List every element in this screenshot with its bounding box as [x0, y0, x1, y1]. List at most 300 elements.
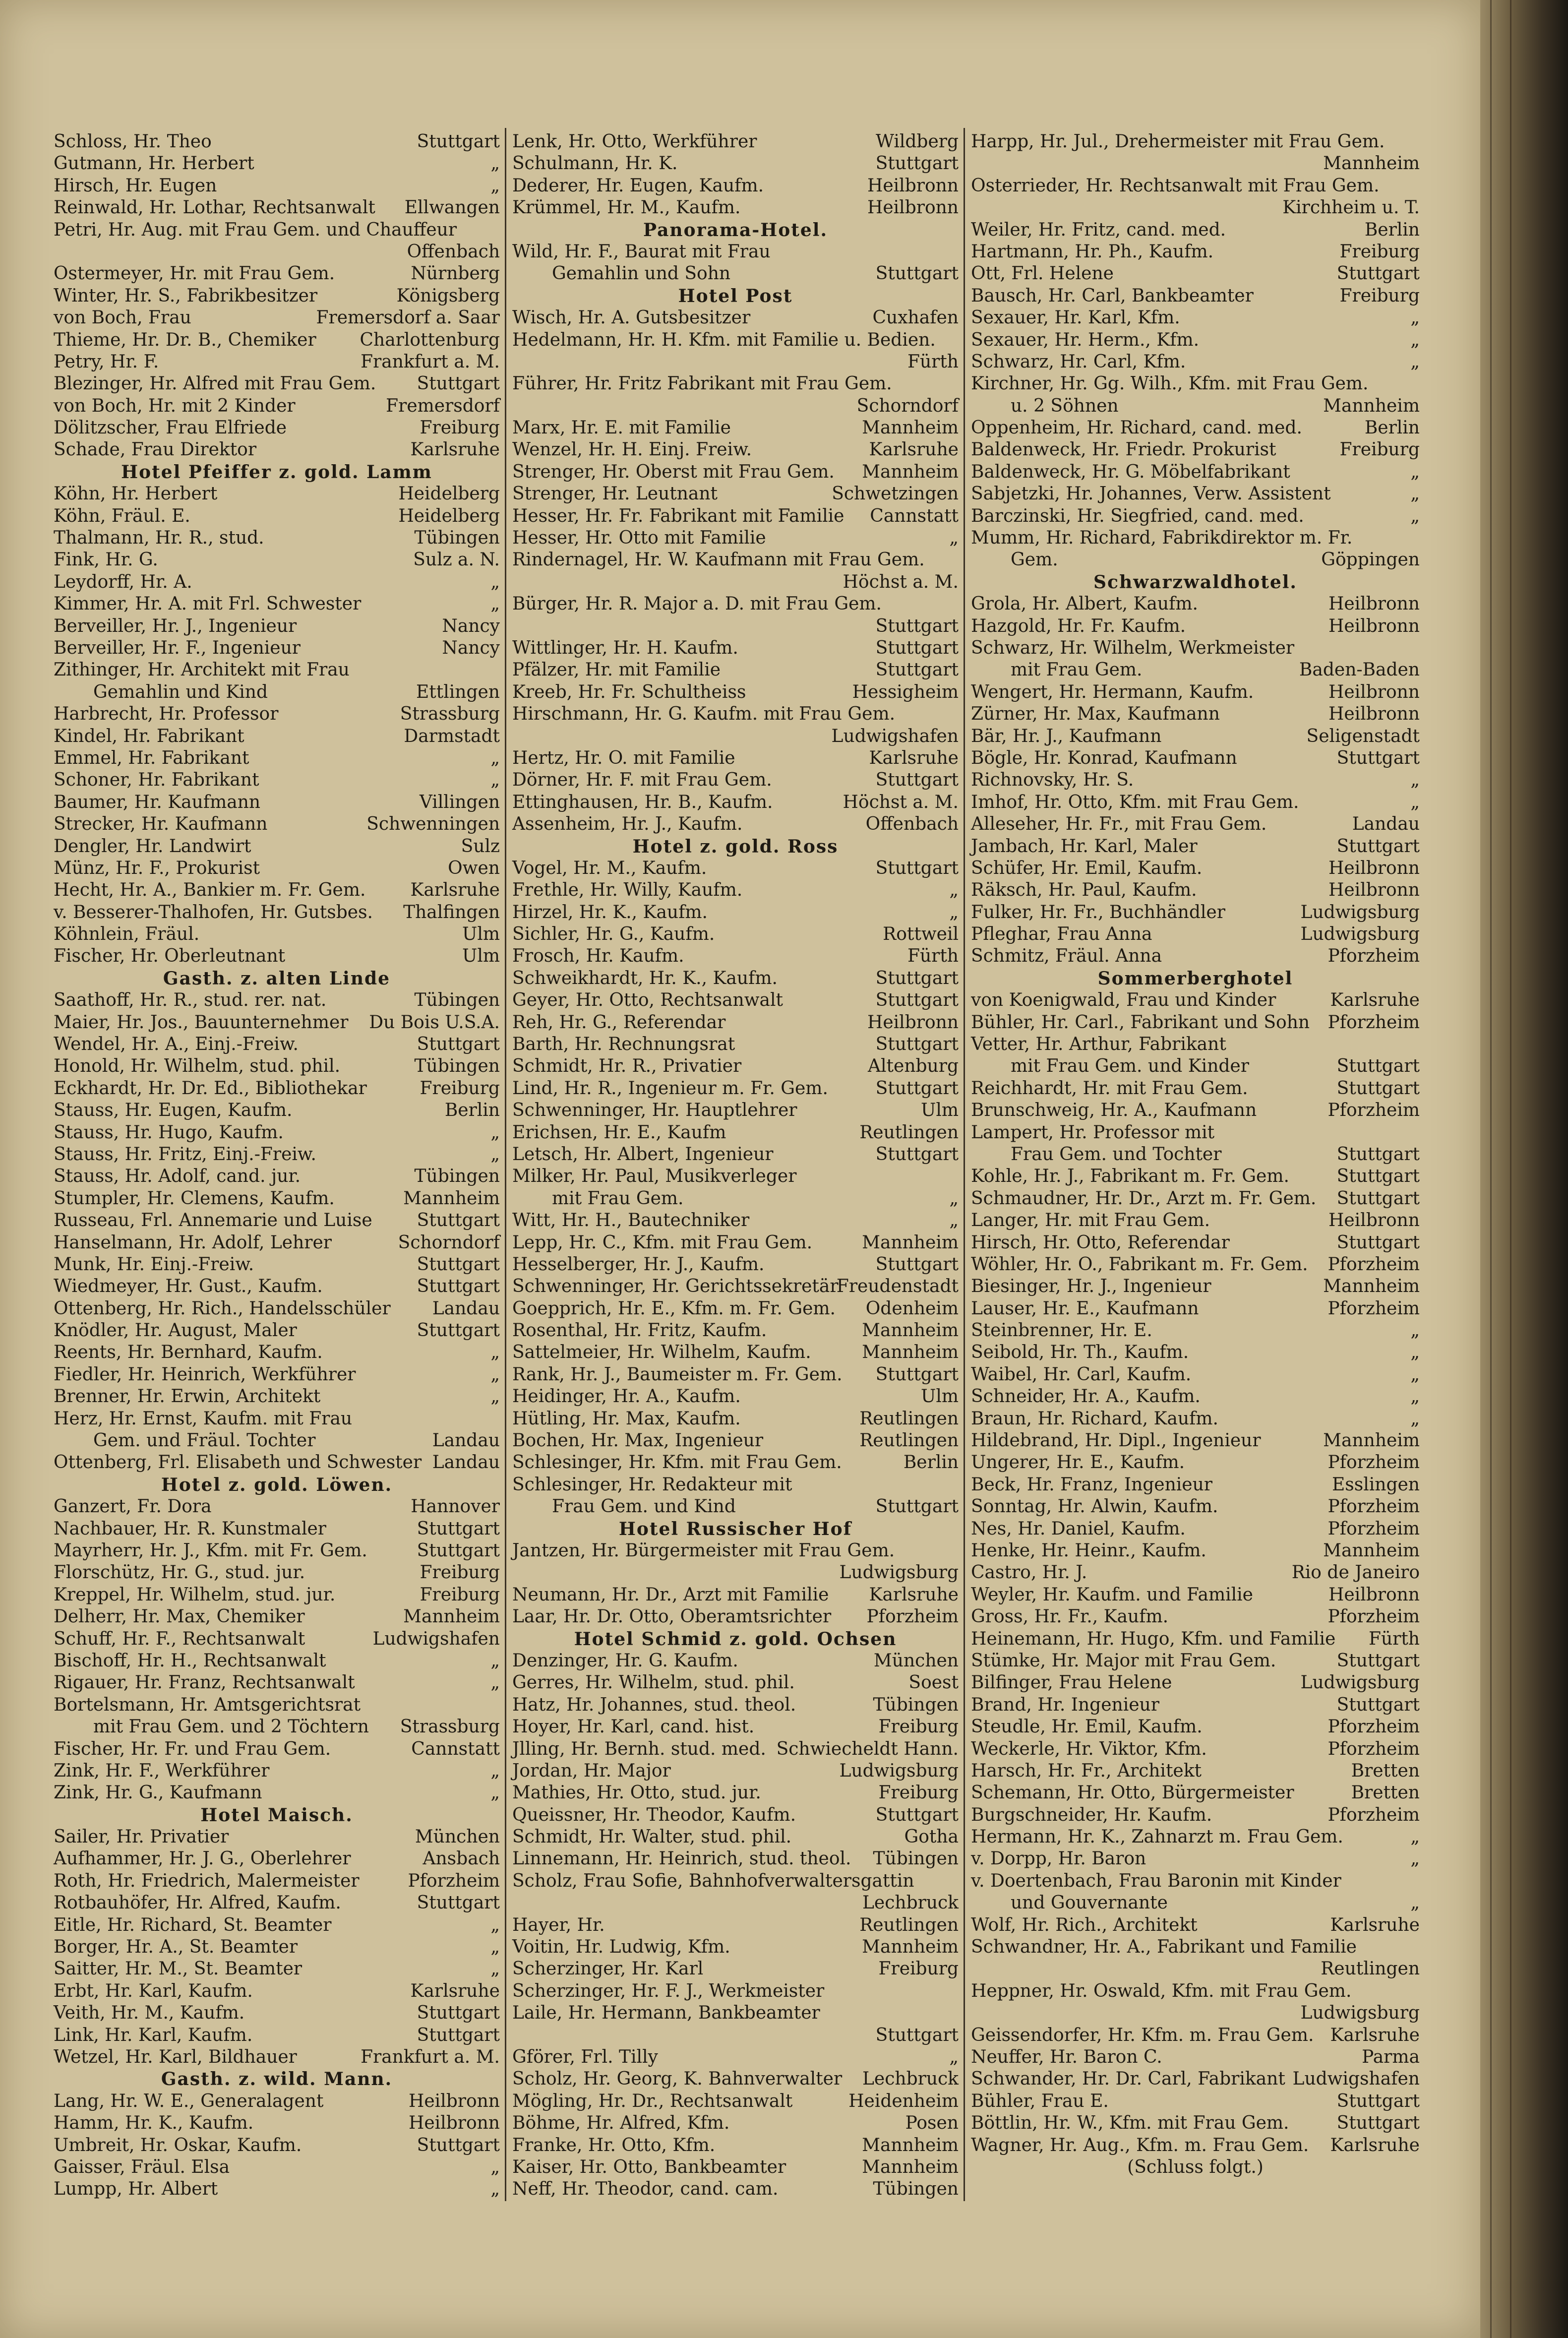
guest-hometown: Cuxhafen — [872, 308, 959, 328]
guest-entry — [971, 1760, 1420, 1782]
guest-hometown: Kirchheim u. T. — [1282, 197, 1420, 218]
guest-hometown: „ — [490, 1122, 500, 1143]
guest-entry — [971, 2025, 1420, 2046]
guest-name: Hütling, Hr. Max, Kaufm. — [512, 1408, 741, 1429]
guest-entry — [512, 2156, 959, 2178]
guest-hometown: Nancy — [442, 637, 500, 658]
guest-hometown: Heilbronn — [1328, 880, 1420, 901]
guest-name: Weckerle, Hr. Viktor, Kfm. — [971, 1738, 1207, 1759]
guest-hometown: Mannheim — [862, 1320, 959, 1341]
guest-name: Petri, Hr. Aug. mit Frau Gem. und Chauffeur — [54, 219, 457, 240]
guest-name: Hirschmann, Hr. G. Kaufm. mit Frau Gem. — [512, 704, 896, 725]
guest-entry — [54, 1166, 500, 1187]
guest-entry-continuation — [971, 1892, 1420, 1914]
guest-name: Ettinghausen, Hr. B., Kaufm. — [512, 792, 773, 812]
guest-entry-continuation — [971, 1958, 1420, 1980]
guest-entry — [971, 1606, 1420, 1628]
guest-name: Hedelmann, Hr. H. Kfm. mit Familie u. Bedien. — [512, 329, 936, 350]
guest-entry — [512, 1210, 959, 1231]
guest-hometown: Ellwangen — [404, 197, 500, 218]
guest-name: Fischer, Hr. Fr. und Frau Gem. — [54, 1738, 331, 1759]
guest-name: Wolf, Hr. Rich., Architekt — [971, 1914, 1198, 1935]
guest-hometown: Cannstatt — [411, 1738, 500, 1759]
guest-entry — [54, 1232, 500, 1254]
guest-name: Schneider, Hr. A., Kaufm. — [971, 1386, 1201, 1407]
guest-hometown: München — [415, 1827, 500, 1847]
guest-name: Böhme, Hr. Alfred, Kfm. — [512, 2113, 730, 2134]
guest-hometown: Heidenheim — [848, 2091, 959, 2111]
guest-entry — [54, 571, 500, 593]
guest-hometown: Fürth — [1368, 1628, 1420, 1649]
guest-hometown: Ludwigshafen — [372, 1628, 500, 1649]
guest-name: Heppner, Hr. Oswald, Kfm. mit Frau Gem. — [971, 1980, 1352, 2001]
guest-hometown: Stuttgart — [417, 1254, 500, 1275]
guest-name: Brunschweig, Hr. A., Kaufmann — [971, 1100, 1257, 1121]
guest-entry — [54, 902, 500, 923]
guest-name: Frosch, Hr. Kaufm. — [512, 946, 684, 967]
guest-entry — [512, 1936, 959, 1958]
guest-entry — [512, 1166, 959, 1187]
guest-hometown: Ludwigsburg — [1300, 924, 1420, 945]
guest-entry — [54, 373, 500, 395]
guest-name: Hazgold, Hr. Fr. Kaufm. — [971, 615, 1186, 636]
guest-hometown: Ulm — [921, 1100, 959, 1121]
guest-hometown: Stuttgart — [1336, 1078, 1420, 1099]
guest-name: Geyer, Hr. Otto, Rechtsanwalt — [512, 990, 783, 1011]
guest-name: Krümmel, Hr. M., Kaufm. — [512, 197, 741, 218]
guest-entry — [512, 769, 959, 791]
guest-entry — [54, 197, 500, 219]
guest-entry — [971, 1364, 1420, 1386]
guest-entry — [971, 593, 1420, 615]
guest-entry — [54, 1936, 500, 1958]
guest-hometown: „ — [490, 1914, 500, 1935]
guest-hometown: Mannheim — [1323, 1430, 1420, 1451]
guest-entry — [971, 681, 1420, 703]
guest-entry — [54, 1254, 500, 1276]
guest-entry — [971, 1166, 1420, 1187]
guest-hometown: Stuttgart — [875, 770, 959, 791]
guest-entry — [54, 1628, 500, 1650]
guest-name: mit Frau Gem. — [552, 1188, 684, 1209]
guest-hometown: Pforzheim — [1327, 1717, 1420, 1737]
guest-entry — [54, 1738, 500, 1760]
guest-name: Jordan, Hr. Major — [512, 1760, 671, 1781]
guest-name: Castro, Hr. J. — [971, 1562, 1087, 1583]
guest-name: Gutmann, Hr. Herbert — [54, 153, 254, 174]
hotel-heading: Hotel Post — [678, 285, 793, 307]
guest-hometown: Nürnberg — [411, 263, 500, 284]
guest-entry — [971, 836, 1420, 858]
guest-entry — [512, 1232, 959, 1254]
guest-entry — [512, 747, 959, 769]
guest-hometown: Karlsruhe — [869, 439, 959, 460]
guest-hometown: Stuttgart — [1336, 1144, 1420, 1165]
guest-name: Hildebrand, Hr. Dipl., Ingenieur — [971, 1430, 1261, 1451]
guest-hometown: Tübingen — [873, 2179, 959, 2200]
guest-hometown: Fremersdorf a. Saar — [316, 308, 500, 328]
guest-entry — [512, 483, 959, 505]
guest-hometown: Karlsruhe — [1330, 2025, 1420, 2045]
guest-entry — [512, 197, 959, 219]
guest-hometown: Tübingen — [414, 990, 500, 1011]
guest-hometown: Mannheim — [862, 1937, 959, 1958]
guest-name: Schmidt, Hr. R., Privatier — [512, 1056, 742, 1077]
guest-hometown: Stuttgart — [1336, 1694, 1420, 1715]
guest-entry — [54, 1782, 500, 1804]
guest-hometown: Stuttgart — [875, 2025, 959, 2045]
guest-name: Schoner, Hr. Fabrikant — [54, 770, 259, 791]
guest-name: Lind, Hr. R., Ingenieur m. Fr. Gem. — [512, 1078, 828, 1099]
guest-name: Stauss, Hr. Adolf, cand. jur. — [54, 1166, 301, 1187]
guest-entry — [971, 902, 1420, 923]
guest-hometown: Posen — [905, 2113, 959, 2134]
guest-name: Frau Gem. und Kind — [552, 1496, 736, 1517]
guest-hometown: Mannheim — [403, 1188, 500, 1209]
guest-hometown: „ — [1410, 484, 1420, 504]
guest-hometown: Mannheim — [862, 2156, 959, 2177]
guest-entry — [971, 2091, 1420, 2112]
guest-hometown: „ — [1410, 1827, 1420, 1847]
guest-name: Weyler, Hr. Kaufm. und Familie — [971, 1584, 1253, 1605]
guest-entry — [512, 1782, 959, 1804]
guest-entry — [971, 1804, 1420, 1826]
guest-hometown: Schorndorf — [856, 395, 959, 416]
guest-entry — [54, 219, 500, 241]
guest-name: Kimmer, Hr. A. mit Frl. Schwester — [54, 594, 362, 615]
guest-entry — [971, 373, 1420, 395]
guest-entry — [971, 1188, 1420, 1210]
guest-name: Fischer, Hr. Oberleutnant — [54, 946, 286, 967]
guest-entry — [971, 813, 1420, 835]
guest-entry — [971, 1452, 1420, 1474]
guest-hometown: Mannheim — [862, 418, 959, 438]
guest-entry-continuation — [512, 1188, 959, 1210]
guest-entry — [54, 1452, 500, 1474]
guest-name: Jambach, Hr. Karl, Maler — [971, 836, 1198, 857]
guest-hometown: Ludwigshafen — [1292, 2069, 1420, 2090]
guest-name: Stumpler, Hr. Clemens, Kaufm. — [54, 1188, 335, 1209]
guest-name: Reh, Hr. G., Referendar — [512, 1012, 726, 1033]
guest-entry — [512, 1958, 959, 1980]
guest-name: Scherzinger, Hr. F. J., Werkmeister — [512, 1980, 825, 2001]
guest-entry-continuation — [971, 659, 1420, 681]
guest-entry — [54, 1055, 500, 1077]
guest-name: Barth, Hr. Rechnungsrat — [512, 1034, 735, 1055]
guest-entry — [54, 1298, 500, 1320]
guest-hometown: Stuttgart — [1336, 1056, 1420, 1077]
guest-entry — [971, 1628, 1420, 1650]
guest-name: Bortelsmann, Hr. Amtsgerichtsrat — [54, 1694, 361, 1715]
guest-name: Schlesinger, Hr. Redakteur mit — [512, 1474, 792, 1495]
guest-entry — [512, 2135, 959, 2156]
guest-entry — [971, 2135, 1420, 2156]
guest-entry — [971, 439, 1420, 461]
guest-entry — [54, 1672, 500, 1694]
guest-name: Jantzen, Hr. Bürgermeister mit Frau Gem. — [512, 1540, 895, 1561]
guest-hometown: Stuttgart — [417, 1034, 500, 1055]
guest-entry — [512, 1694, 959, 1716]
guest-entry — [54, 1100, 500, 1121]
guest-hometown: „ — [1410, 1848, 1420, 1869]
guest-name: Grola, Hr. Albert, Kaufm. — [971, 594, 1198, 615]
guest-hometown: Nancy — [442, 615, 500, 636]
guest-name: Berveiller, Hr. F., Ingenieur — [54, 637, 301, 658]
guest-name: Lauser, Hr. E., Kaufmann — [971, 1298, 1199, 1319]
guest-entry — [54, 351, 500, 373]
guest-entry — [971, 1386, 1420, 1408]
guest-entry — [971, 726, 1420, 747]
guest-hometown: „ — [490, 1386, 500, 1407]
guest-hometown: Landau — [432, 1430, 500, 1451]
guest-name: Linnemann, Hr. Heinrich, stud. theol. — [512, 1848, 851, 1869]
guest-hometown: Strassburg — [400, 704, 500, 725]
guest-name: von Boch, Hr. mit 2 Kinder — [54, 395, 296, 416]
guest-hometown: Ulm — [921, 1386, 959, 1407]
guest-hometown: Karlsruhe — [869, 1584, 959, 1605]
guest-hometown: Reutlingen — [859, 1408, 959, 1429]
guest-name: Borger, Hr. A., St. Beamter — [54, 1937, 298, 1958]
guest-hometown: Karlsruhe — [410, 880, 500, 901]
guest-hometown: Pforzheim — [1327, 1452, 1420, 1473]
guest-hometown: Heilbronn — [408, 2113, 500, 2134]
guest-hometown: Schwiecheldt Hann. — [776, 1738, 959, 1759]
guest-name: Harsch, Hr. Fr., Architekt — [971, 1760, 1202, 1781]
guest-entry — [512, 2068, 959, 2090]
guest-hometown: Karlsruhe — [410, 439, 500, 460]
guest-name: Gem. — [1011, 550, 1058, 570]
guest-entry — [971, 2112, 1420, 2134]
guest-name: Schulmann, Hr. K. — [512, 153, 678, 174]
guest-entry — [54, 439, 500, 461]
guest-entry — [54, 1958, 500, 1980]
guest-name: von Koenigwald, Frau und Kinder — [971, 990, 1276, 1011]
guest-hometown: Stuttgart — [875, 990, 959, 1011]
guest-name: Harpp, Hr. Jul., Drehermeister mit Frau Gem. — [971, 131, 1385, 152]
guest-entry — [971, 329, 1420, 351]
guest-entry — [54, 1320, 500, 1342]
guest-name: Lepp, Hr. C., Kfm. mit Frau Gem. — [512, 1232, 813, 1253]
guest-name: Gem. und Fräul. Tochter — [93, 1430, 316, 1451]
guest-hometown: Fürth — [907, 351, 959, 372]
guest-hometown: „ — [490, 1783, 500, 1803]
guest-entry — [54, 747, 500, 769]
guest-entry — [971, 241, 1420, 263]
guest-name: Stauss, Hr. Hugo, Kaufm. — [54, 1122, 284, 1143]
guest-name: Rosenthal, Hr. Fritz, Kaufm. — [512, 1320, 767, 1341]
guest-name: Barczinski, Hr. Siegfried, cand. med. — [971, 505, 1304, 526]
guest-name: Schade, Frau Direktor — [54, 439, 257, 460]
guest-hometown: Pforzheim — [1327, 946, 1420, 967]
guest-entry — [512, 1870, 959, 1892]
guest-name: Wiedmeyer, Hr. Gust., Kaufm. — [54, 1276, 323, 1297]
guest-name: Geissendorfer, Hr. Kfm. m. Frau Gem. — [971, 2025, 1314, 2045]
guest-name: Reinwald, Hr. Lothar, Rechtsanwalt — [54, 197, 375, 218]
guest-name: Bär, Hr. J., Kaufmann — [971, 726, 1162, 746]
guest-entry-continuation — [512, 726, 959, 747]
guest-entry — [54, 153, 500, 175]
guest-name: Heinemann, Hr. Hugo, Kfm. und Familie — [971, 1628, 1336, 1649]
guest-entry — [971, 175, 1420, 197]
guest-entry — [971, 1826, 1420, 1848]
guest-hometown: Stuttgart — [875, 615, 959, 636]
guest-hometown: Karlsruhe — [869, 747, 959, 768]
guest-name: Schwarz, Hr. Wilhelm, Werkmeister — [971, 637, 1295, 658]
guest-name: Veith, Hr. M., Kaufm. — [54, 2003, 245, 2024]
guest-entry — [512, 1386, 959, 1408]
column-2 — [512, 131, 959, 2201]
guest-name: Roth, Hr. Friedrich, Malermeister — [54, 1870, 360, 1891]
guest-name: Link, Hr. Karl, Kaufm. — [54, 2025, 253, 2045]
guest-hometown: Hannover — [411, 1496, 500, 1517]
guest-name: Ungerer, Hr. E., Kaufm. — [971, 1452, 1185, 1473]
guest-entry — [971, 923, 1420, 945]
guest-name: Heidinger, Hr. A., Kaufm. — [512, 1386, 741, 1407]
guest-entry — [971, 1254, 1420, 1276]
guest-entry — [971, 879, 1420, 901]
guest-entry — [54, 1276, 500, 1297]
guest-name: Knödler, Hr. August, Maler — [54, 1320, 297, 1341]
guest-hometown: Stuttgart — [417, 1320, 500, 1341]
guest-name: u. 2 Söhnen — [1011, 395, 1119, 416]
guest-name: Kirchner, Hr. Gg. Wilh., Kfm. mit Frau Gem. — [971, 373, 1369, 394]
guest-hometown: „ — [490, 1144, 500, 1165]
guest-hometown: Bretten — [1351, 1760, 1420, 1781]
guest-entry — [971, 285, 1420, 307]
guest-entry — [971, 747, 1420, 769]
guest-name: Frethle, Hr. Willy, Kaufm. — [512, 880, 743, 901]
guest-name: Dölitzscher, Frau Elfriede — [54, 418, 287, 438]
guest-entry — [971, 1298, 1420, 1320]
guest-name: Vetter, Hr. Arthur, Fabrikant — [971, 1034, 1226, 1055]
guest-entry — [54, 1914, 500, 1936]
guest-hometown: Landau — [432, 1452, 500, 1473]
guest-hometown: Freudenstadt — [836, 1276, 959, 1297]
guest-name: Wengert, Hr. Hermann, Kaufm. — [971, 681, 1254, 702]
guest-name: Ottenberg, Frl. Elisabeth und Schwester — [54, 1452, 422, 1473]
guest-hometown: Freiburg — [1339, 241, 1420, 262]
guest-name: Schmidt, Hr. Walter, stud. phil. — [512, 1827, 792, 1847]
guest-entry — [971, 351, 1420, 373]
guest-entry — [512, 2112, 959, 2134]
guest-entry — [54, 2025, 500, 2046]
guest-entry — [512, 1254, 959, 1276]
guest-hometown: Fürth — [907, 946, 959, 967]
guest-entry — [512, 1430, 959, 1452]
guest-hometown: Höchst a. M. — [843, 792, 959, 812]
guest-hometown: Heilbronn — [408, 2091, 500, 2111]
guest-hometown: Frankfurt a. M. — [361, 2046, 500, 2067]
guest-hometown: Bretten — [1351, 1783, 1420, 1803]
guest-hometown: Landau — [1352, 814, 1420, 835]
guest-hometown: Freiburg — [1339, 285, 1420, 306]
guest-name: Russeau, Frl. Annemarie und Luise — [54, 1210, 372, 1231]
guest-hometown: „ — [1410, 308, 1420, 328]
guest-entry — [54, 1496, 500, 1518]
guest-hometown: Ansbach — [422, 1848, 500, 1869]
guest-name: Goepprich, Hr. E., Kfm. m. Fr. Gem. — [512, 1298, 836, 1319]
guest-entry — [54, 945, 500, 967]
guest-name: Sattelmeier, Hr. Wilhelm, Kaufm. — [512, 1342, 811, 1363]
hotel-heading: Hotel Pfeiffer z. gold. Lamm — [121, 461, 432, 483]
guest-name: Bischoff, Hr. H., Rechtsanwalt — [54, 1650, 326, 1671]
guest-hometown: Ludwigsburg — [1300, 1672, 1420, 1693]
guest-hometown: Stuttgart — [1336, 1166, 1420, 1187]
guest-entry — [971, 1210, 1420, 1231]
guest-entry — [512, 902, 959, 923]
guest-name: Witt, Hr. H., Bautechniker — [512, 1210, 750, 1231]
guest-entry — [971, 1100, 1420, 1121]
guest-name: Gemahlin und Sohn — [552, 263, 731, 284]
guest-hometown: Ludwigsburg — [839, 1760, 959, 1781]
guest-hometown: Stuttgart — [417, 1540, 500, 1561]
guest-name: Hermann, Hr. K., Zahnarzt m. Frau Gem. — [971, 1827, 1343, 1847]
guest-name: und Gouvernante — [1011, 1893, 1168, 1913]
guest-entry — [512, 637, 959, 659]
guest-hometown: Freiburg — [1339, 439, 1420, 460]
guest-hometown: Heilbronn — [1328, 681, 1420, 702]
guest-entry — [512, 1650, 959, 1672]
guest-hometown: „ — [490, 153, 500, 174]
guest-entry — [54, 2002, 500, 2024]
guest-hometown: Reutlingen — [1321, 1959, 1420, 1979]
guest-entry — [971, 1914, 1420, 1936]
guest-hometown: Offenbach — [865, 814, 959, 835]
guest-entry — [54, 726, 500, 747]
guest-name: Reichhardt, Hr. mit Frau Gem. — [971, 1078, 1248, 1099]
guest-entry — [512, 1055, 959, 1077]
guest-name: Honold, Hr. Wilhelm, stud. phil. — [54, 1056, 341, 1077]
guest-entry — [512, 1540, 959, 1562]
guest-name: Steinbrenner, Hr. E. — [971, 1320, 1152, 1341]
guest-name: Schwenninger, Hr. Gerichtssekretär — [512, 1276, 839, 1297]
guest-entry — [54, 659, 500, 681]
guest-entry — [971, 2046, 1420, 2068]
guest-hometown: Reutlingen — [859, 1122, 959, 1143]
guest-hometown: Rio de Janeiro — [1291, 1562, 1420, 1583]
guest-name: Schlesinger, Hr. Kfm. mit Frau Gem. — [512, 1452, 842, 1473]
guest-name: Ganzert, Fr. Dora — [54, 1496, 212, 1517]
guest-name: Thieme, Hr. Dr. B., Chemiker — [54, 329, 316, 350]
guest-entry — [971, 461, 1420, 483]
guest-name: Wetzel, Hr. Karl, Bildhauer — [54, 2046, 297, 2067]
guest-entry — [54, 792, 500, 813]
guest-hometown: Tübingen — [414, 1166, 500, 1187]
guest-hometown: Heidelberg — [398, 484, 500, 504]
guest-entry-continuation — [54, 1430, 500, 1452]
guest-hometown: Cannstatt — [870, 505, 959, 526]
guest-entry — [971, 1650, 1420, 1672]
guest-name: Berveiller, Hr. J., Ingenieur — [54, 615, 297, 636]
guest-name: Bochen, Hr. Max, Ingenieur — [512, 1430, 764, 1451]
guest-entry-continuation — [971, 1144, 1420, 1166]
guest-name: Sailer, Hr. Privatier — [54, 1827, 229, 1847]
guest-entry — [512, 968, 959, 989]
guest-entry — [54, 417, 500, 439]
guest-name: Schweikhardt, Hr. K., Kaufm. — [512, 968, 778, 988]
guest-hometown: Stuttgart — [875, 1078, 959, 1099]
guest-name: Thalmann, Hr. R., stud. — [54, 528, 264, 549]
guest-hometown: „ — [1410, 1893, 1420, 1913]
guest-name: Eitle, Hr. Richard, St. Beamter — [54, 1914, 332, 1935]
guest-hometown: Mannheim — [1323, 1276, 1420, 1297]
guest-hometown: „ — [949, 2046, 959, 2067]
guest-hometown: Pforzheim — [1327, 1606, 1420, 1627]
guest-name: Scherzinger, Hr. Karl — [512, 1959, 704, 1979]
guest-name: Schuff, Hr. F., Rechtsanwalt — [54, 1628, 305, 1649]
guest-name: Räksch, Hr. Paul, Kaufm. — [971, 880, 1197, 901]
guest-hometown: „ — [1410, 792, 1420, 812]
